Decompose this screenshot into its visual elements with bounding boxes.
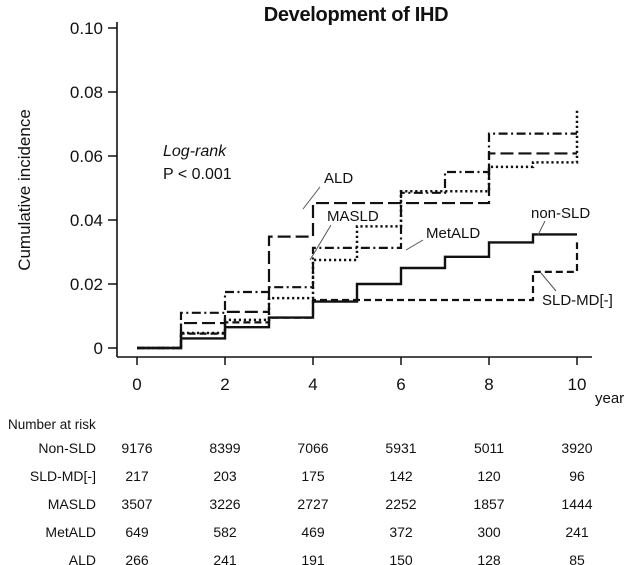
- risk-cell: 85: [569, 552, 585, 565]
- pointer-line-non-sld: [538, 221, 545, 235]
- pvalue-annotation: P < 0.001: [163, 166, 232, 183]
- risk-cell: 649: [125, 524, 149, 540]
- x-axis-unit-label: year: [595, 390, 625, 407]
- y-tick-label: 0.08: [69, 83, 103, 102]
- y-tick-label: 0.06: [69, 147, 103, 166]
- risk-cell: 469: [301, 524, 325, 540]
- chart-title: Development of IHD: [263, 4, 449, 26]
- risk-cell: 142: [389, 468, 413, 484]
- y-axis-label: Cumulative incidence: [15, 109, 34, 271]
- risk-cell: 5931: [385, 440, 417, 456]
- risk-cell: 3507: [121, 496, 153, 512]
- risk-cell: 1444: [561, 496, 593, 512]
- risk-cell: 582: [213, 524, 237, 540]
- y-tick-label: 0.04: [69, 211, 103, 230]
- x-tick-label: 10: [567, 375, 587, 394]
- risk-cell: 217: [125, 468, 149, 484]
- x-tick-label: 2: [220, 375, 230, 394]
- pointer-line-sld-md: [541, 273, 556, 291]
- number-at-risk-table: [0, 410, 631, 565]
- risk-cell: 203: [213, 468, 237, 484]
- axes: [70, 19, 592, 394]
- y-tick-label: 0: [93, 339, 103, 358]
- risk-cell: 128: [477, 552, 501, 565]
- curve-labels: [303, 170, 613, 309]
- risk-row-label: ALD: [68, 552, 96, 565]
- risk-cell: 8399: [209, 440, 241, 456]
- y-tick-label: 0.02: [69, 275, 103, 294]
- risk-cell: 3226: [209, 496, 241, 512]
- risk-row-label: MASLD: [47, 496, 96, 512]
- risk-cell: 96: [569, 468, 585, 484]
- risk-cell: 5011: [473, 440, 505, 456]
- risk-cell: 175: [301, 468, 325, 484]
- curve-label-metald: MetALD: [426, 225, 481, 242]
- risk-cell: 191: [301, 552, 325, 565]
- risk-cell: 2252: [385, 496, 417, 512]
- pointer-line-ald: [303, 187, 320, 209]
- logrank-annotation: Log-rank: [163, 143, 227, 160]
- risk-cell: 241: [213, 552, 237, 565]
- risk-row-label: Non-SLD: [38, 440, 96, 456]
- risk-table-title: Number at risk: [8, 417, 96, 432]
- risk-cell: 300: [477, 524, 501, 540]
- x-tick-label: 0: [132, 375, 142, 394]
- pointer-line-metald: [406, 240, 423, 250]
- x-tick-label: 8: [484, 375, 494, 394]
- risk-cell: 120: [477, 468, 501, 484]
- risk-row-label: MetALD: [45, 524, 96, 540]
- risk-cell: 1857: [473, 496, 505, 512]
- x-tick-label: 4: [308, 375, 318, 394]
- risk-cell: 3920: [561, 440, 593, 456]
- risk-cell: 266: [125, 552, 149, 565]
- curve-label-masld: MASLD: [327, 208, 379, 225]
- risk-cell: 241: [565, 524, 589, 540]
- risk-cell: 372: [389, 524, 413, 540]
- y-tick-label: 0.10: [69, 19, 103, 38]
- curve-label-sld-md: SLD-MD[-]: [542, 292, 613, 309]
- curve-label-ald: ALD: [324, 170, 354, 187]
- x-tick-label: 6: [396, 375, 406, 394]
- risk-cell: 9176: [121, 440, 153, 456]
- curve-label-non-sld: non-SLD: [531, 205, 591, 222]
- risk-cell: 7066: [297, 440, 329, 456]
- risk-row-label: SLD-MD[-]: [29, 468, 96, 484]
- risk-cell: 2727: [297, 496, 329, 512]
- risk-cell: 150: [389, 552, 413, 565]
